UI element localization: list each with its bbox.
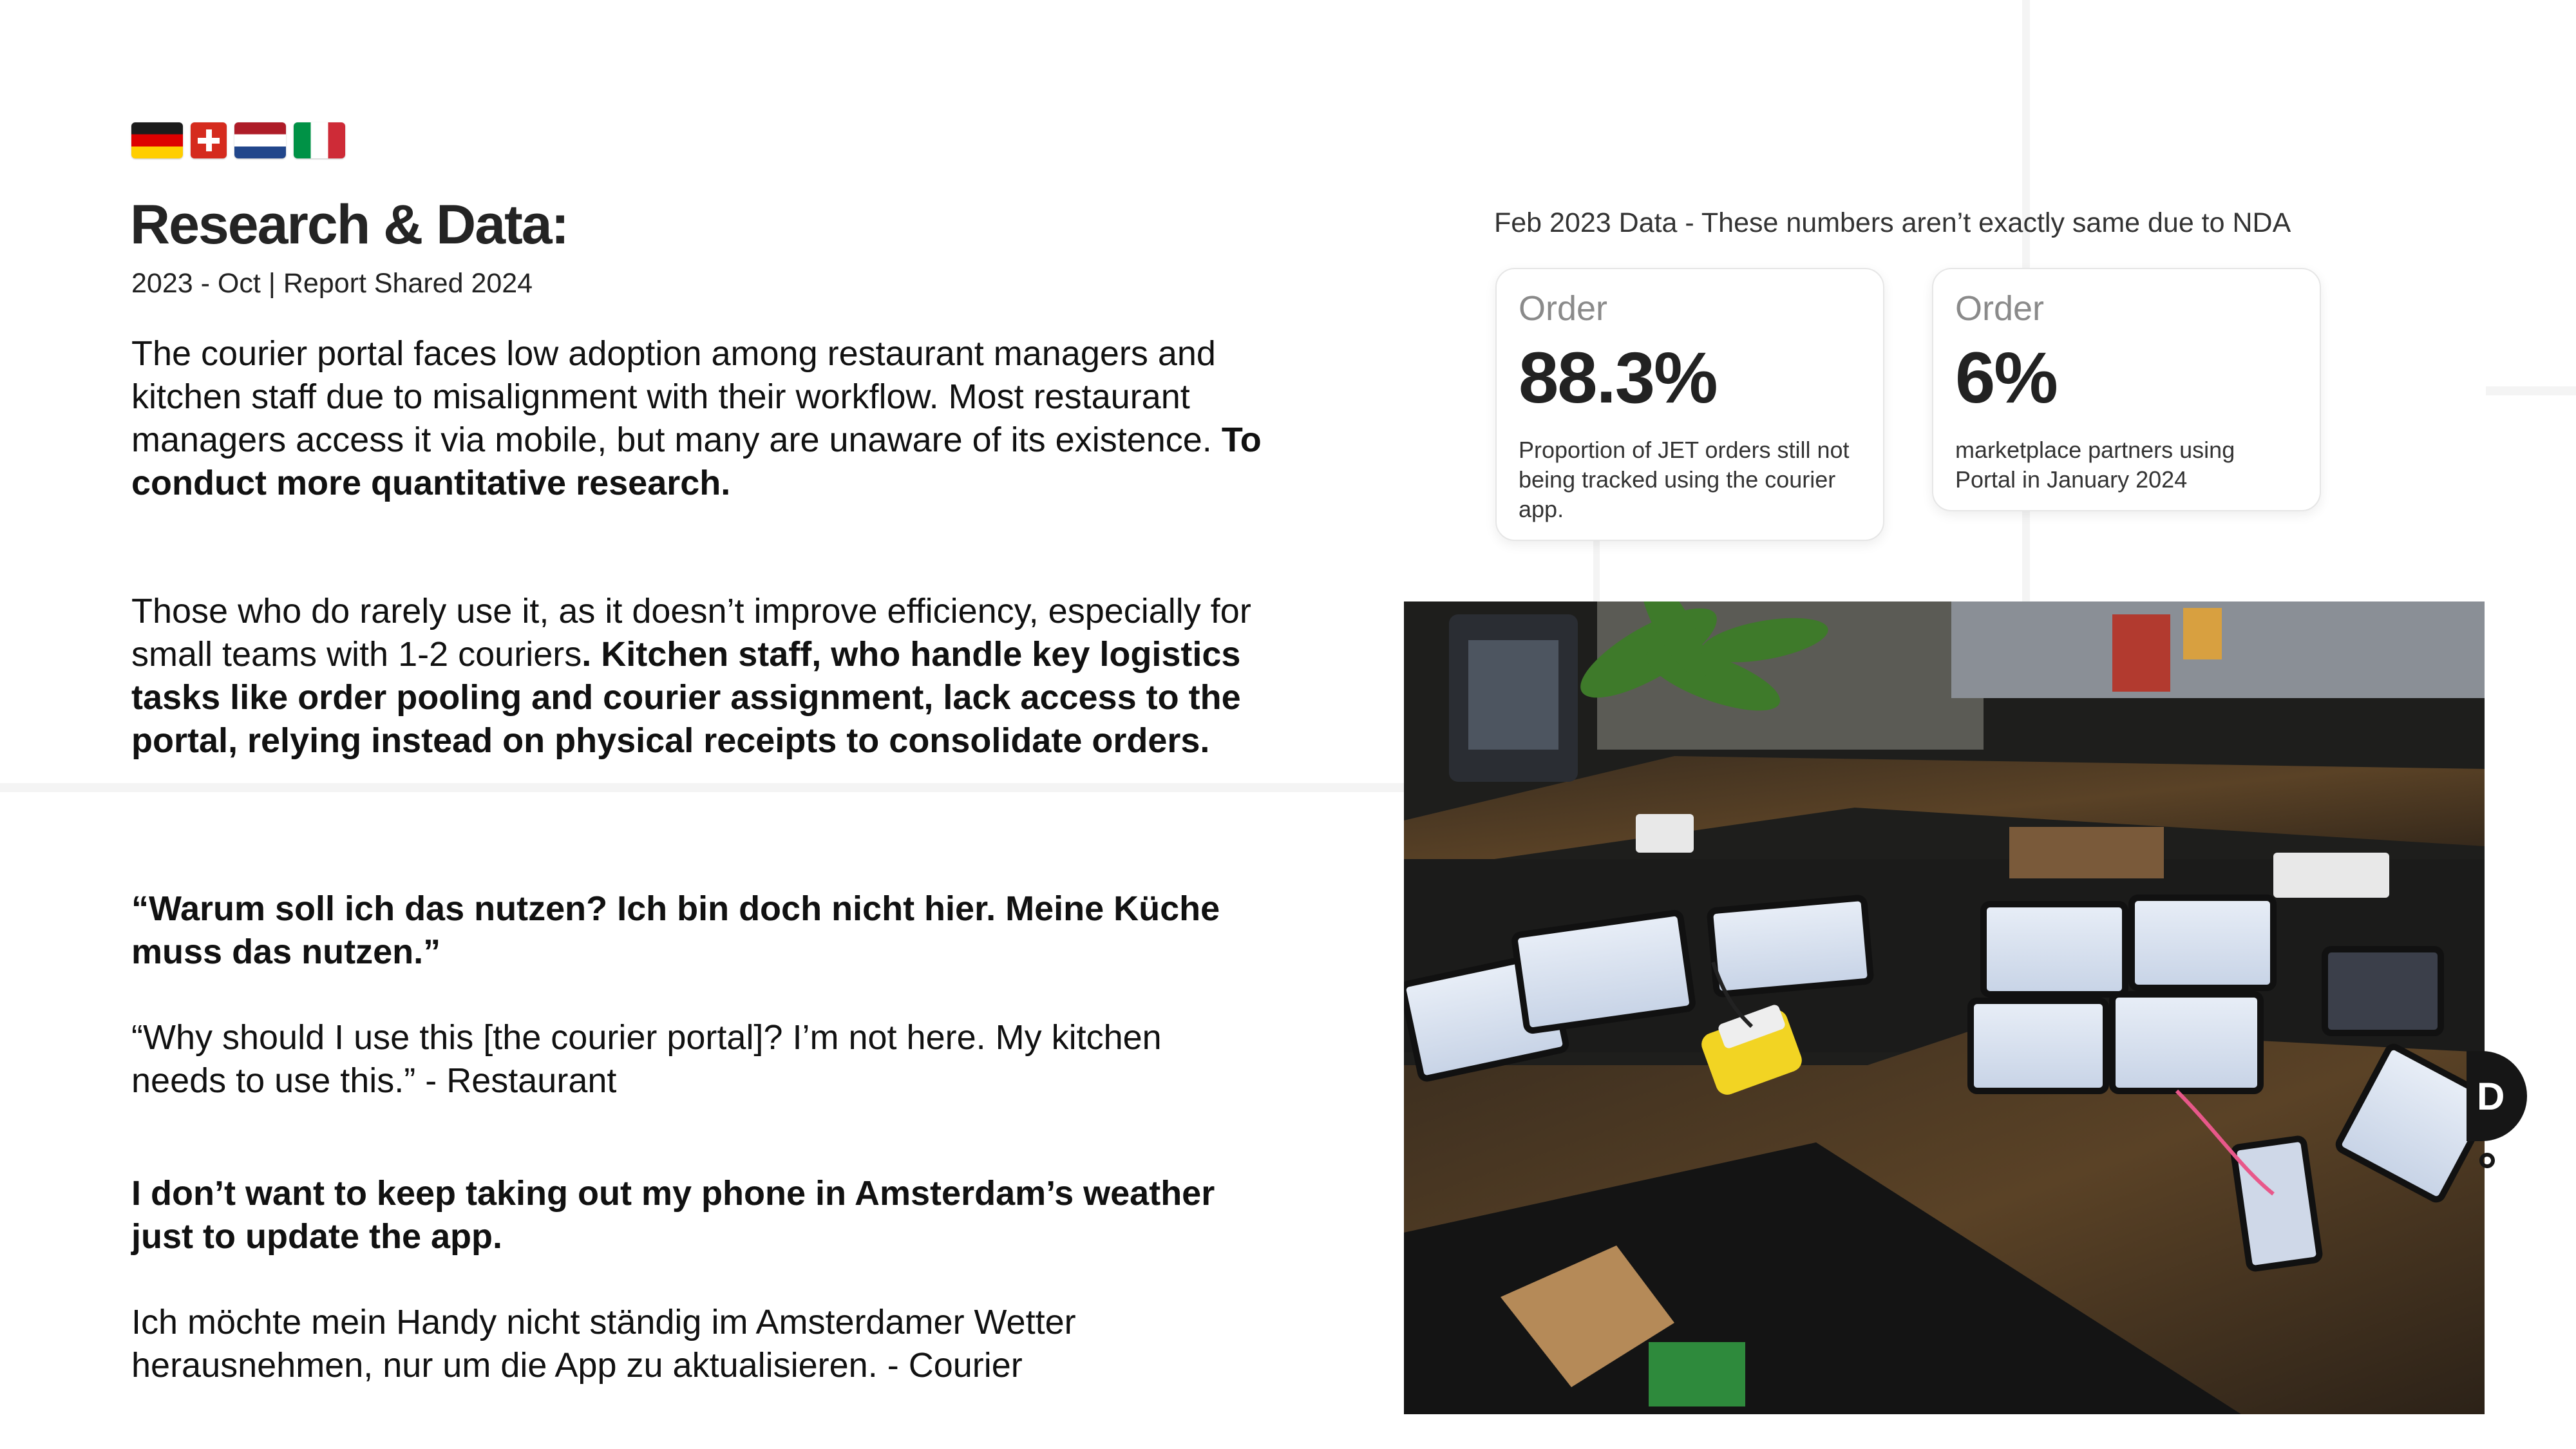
stat-description: Proportion of JET orders still not being tracked using the courier app. — [1519, 437, 1850, 522]
research-paragraph-adoption — [131, 332, 1265, 505]
italy-flag-icon — [294, 122, 345, 158]
stat-label: Order — [1519, 289, 1608, 328]
restaurant-counter-photo — [1404, 601, 2485, 1414]
page-title: Research & Data: — [130, 194, 569, 256]
paragraph-text: Those who do rarely use it, as it doesn’t improve efficiency, especially for small teams with 1-2 couriers — [131, 592, 1251, 674]
quote-restaurant-german: “Warum soll ich das nutzen? Ich bin doch nicht hier. Meine Küche muss das nutzen.” — [131, 889, 1220, 971]
stat-description: marketplace partners using Portal in January 2024 — [1955, 437, 2235, 493]
floating-dot-icon — [2479, 1153, 2495, 1168]
research-paragraph-kitchen-staff — [131, 590, 1265, 762]
stat-card-untracked-orders — [1495, 268, 1884, 541]
paragraph-emphasis: To conduct more quantitative research. — [131, 421, 1262, 502]
germany-flag-icon — [131, 122, 183, 158]
floating-help-icon[interactable]: D — [2467, 1051, 2527, 1141]
stat-card-portal-usage — [1932, 268, 2321, 511]
stat-value: 6% — [1955, 337, 2057, 418]
stat-label: Order — [1955, 289, 2045, 328]
data-disclaimer: Feb 2023 Data - These numbers aren’t exactly same due to NDA — [1494, 207, 2291, 238]
stat-value: 88.3% — [1519, 337, 1717, 418]
netherlands-flag-icon — [234, 122, 286, 158]
switzerland-flag-icon — [191, 122, 227, 158]
paragraph-text: The courier portal faces low adoption among restaurant managers and kitchen staff due to misalignment with their workflow. Most restaurant managers access it via mobile, but many are unaware of its existence. — [131, 334, 1222, 459]
photo-illustration — [1404, 601, 2485, 1414]
background-line — [2486, 386, 2576, 395]
country-flags — [131, 122, 345, 158]
quote-restaurant-english: “Why should I use this [the courier portal]? I’m not here. My kitchen needs to use this.” - Restaurant — [131, 1018, 1162, 1100]
background-line — [1593, 541, 1600, 601]
quote-courier-english: I don’t want to keep taking out my phone in Amsterdam’s weather just to update the app. — [131, 1174, 1215, 1256]
quote-courier-german: Ich möchte mein Handy nicht ständig im Amsterdamer Wetter herausnehmen, nur um die App zu aktualisieren. - Courier — [131, 1303, 1076, 1385]
background-line — [0, 783, 1404, 792]
paragraph-emphasis: . Kitchen staff, who handle key logistics tasks like order pooling and courier assignment, lack access to the portal, relying instead on physical receipts to consolidate orders. — [131, 635, 1241, 760]
page-subtitle: 2023 - Oct | Report Shared 2024 — [131, 268, 533, 299]
